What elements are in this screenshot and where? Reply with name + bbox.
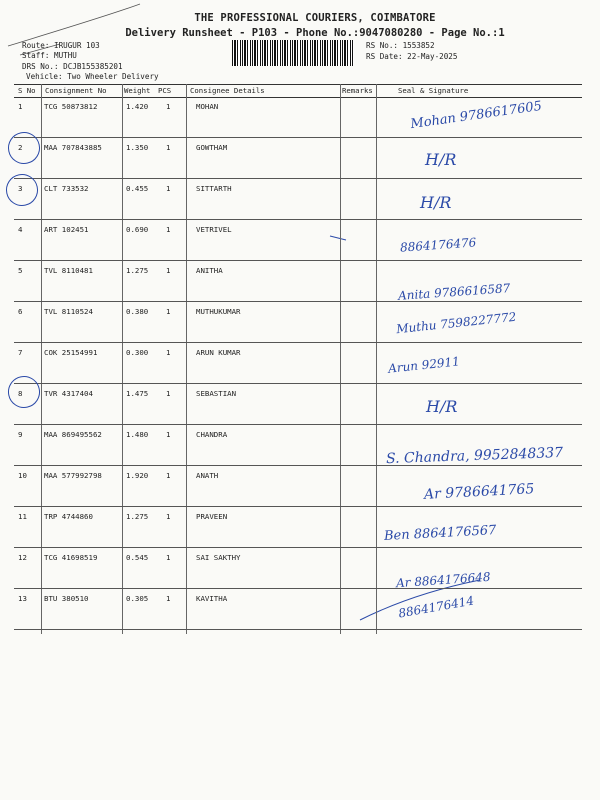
row-consignment-no: MAA 869495562: [44, 430, 102, 439]
row-signature: H/R: [420, 193, 452, 212]
route-label: Route: IRUGUR 103: [22, 41, 100, 50]
col-consignment: Consignment No: [45, 86, 107, 95]
col-remarks: Remarks: [342, 86, 373, 95]
row-pcs: 1: [166, 594, 171, 603]
row-consignee: GOWTHAM: [196, 143, 228, 152]
row-signature: Ar 9786641765: [423, 481, 535, 503]
row-separator: [14, 465, 582, 466]
row-consignment-no: MAA 577992798: [44, 471, 102, 480]
row-pcs: 1: [166, 471, 171, 480]
row-consignee: MUTHUKUMAR: [196, 307, 241, 316]
column-divider: [186, 84, 187, 634]
row-weight: 0.455: [126, 184, 149, 193]
row-weight: 0.300: [126, 348, 149, 357]
row-weight: 1.275: [126, 512, 149, 521]
row-separator: [14, 260, 582, 261]
row-weight: 1.275: [126, 266, 149, 275]
row-sno: 9: [18, 430, 23, 439]
row-consignment-no: TVL 8110524: [44, 307, 93, 316]
row-consignment-no: MAA 707843885: [44, 143, 102, 152]
row-separator: [14, 424, 582, 425]
row-consignment-no: COK 25154991: [44, 348, 98, 357]
row-consignment-no: CLT 733532: [44, 184, 89, 193]
row-signature: Mohan 9786617605: [409, 98, 543, 133]
row-separator: [14, 629, 582, 630]
row-separator: [14, 301, 582, 302]
col-sno: S No: [18, 86, 36, 95]
row-signature: Ar 8864176648: [395, 569, 491, 591]
row-signature: Arun 92911: [387, 354, 461, 376]
row-consignee: KAVITHA: [196, 594, 228, 603]
column-divider: [376, 84, 377, 634]
rs-date: RS Date: 22-May-2025: [366, 52, 458, 61]
row-pcs: 1: [166, 225, 171, 234]
row-signature: Ben 8864176567: [383, 523, 497, 544]
row-pcs: 1: [166, 102, 171, 111]
row-sno: 6: [18, 307, 23, 316]
row-separator: [14, 588, 582, 589]
row-sno: 2: [18, 143, 23, 152]
row-pcs: 1: [166, 266, 171, 275]
table-top-rule: [14, 84, 582, 85]
row-signature: Anita 9786616587: [397, 281, 511, 303]
row-signature: 8864176414: [397, 593, 475, 621]
row-pcs: 1: [166, 184, 171, 193]
row-sno: 7: [18, 348, 23, 357]
row-pcs: 1: [166, 143, 171, 152]
row-signature: H/R: [426, 397, 458, 416]
row-consignment-no: TCG 50873812: [44, 102, 98, 111]
company-title: THE PROFESSIONAL COURIERS, COIMBATORE: [194, 12, 436, 24]
row-signature: 8864176476: [399, 235, 477, 255]
row-consignee: SITTARTH: [196, 184, 232, 193]
row-signature: H/R: [425, 150, 457, 169]
row-pcs: 1: [166, 389, 171, 398]
row-weight: 0.305: [126, 594, 149, 603]
row-consignment-no: TVR 4317404: [44, 389, 93, 398]
row-consignee: VETRIVEL: [196, 225, 232, 234]
row-consignee: ANITHA: [196, 266, 223, 275]
row-weight: 1.475: [126, 389, 149, 398]
row-separator: [14, 342, 582, 343]
row-separator: [14, 137, 582, 138]
col-consignee: Consignee Details: [190, 86, 265, 95]
row-separator: [14, 506, 582, 507]
row-sno: 5: [18, 266, 23, 275]
row-consignee: ARUN KUMAR: [196, 348, 241, 357]
row-consignment-no: TCG 41698519: [44, 553, 98, 562]
row-sno: 11: [18, 512, 27, 521]
row-consignee: SEBASTIAN: [196, 389, 237, 398]
row-consignee: ANATH: [196, 471, 219, 480]
row-pcs: 1: [166, 307, 171, 316]
rs-number: RS No.: 1553852: [366, 41, 435, 50]
runsheet-title: Delivery Runsheet - P103 - Phone No.:9047080280 - Page No.:1: [125, 27, 505, 39]
row-consignment-no: TVL 8110481: [44, 266, 93, 275]
drs-number: DRS No.: DCJB155385201: [22, 62, 123, 71]
row-consignment-no: TRP 4744860: [44, 512, 93, 521]
row-consignee: MOHAN: [196, 102, 219, 111]
row-consignment-no: BTU 380510: [44, 594, 89, 603]
row-consignee: CHANDRA: [196, 430, 228, 439]
col-weight: Weight: [124, 86, 151, 95]
row-signature: S. Chandra, 9952848337: [385, 444, 564, 468]
row-sno: 1: [18, 102, 23, 111]
column-divider: [340, 84, 341, 634]
row-sno: 4: [18, 225, 23, 234]
row-separator: [14, 383, 582, 384]
col-pcs: PCS: [158, 86, 172, 95]
row-consignee: SAI SAKTHY: [196, 553, 241, 562]
row-weight: 0.690: [126, 225, 149, 234]
column-divider: [41, 84, 42, 634]
row-sno: 10: [18, 471, 27, 480]
row-pcs: 1: [166, 430, 171, 439]
barcode: [232, 40, 354, 66]
col-seal-signature: Seal & Signature: [398, 86, 469, 95]
row-signature: Muthu 7598227772: [395, 309, 517, 337]
row-pcs: 1: [166, 553, 171, 562]
row-consignee: PRAVEEN: [196, 512, 228, 521]
row-sno: 3: [18, 184, 23, 193]
row-sno: 13: [18, 594, 27, 603]
row-separator: [14, 178, 582, 179]
row-weight: 1.420: [126, 102, 149, 111]
row-pcs: 1: [166, 348, 171, 357]
table-header-rule: [14, 97, 582, 98]
row-weight: 1.480: [126, 430, 149, 439]
column-divider: [122, 84, 123, 634]
row-weight: 1.920: [126, 471, 149, 480]
staff-label: Staff: MUTHU: [22, 51, 77, 60]
row-consignment-no: ART 102451: [44, 225, 89, 234]
row-sno: 12: [18, 553, 27, 562]
row-separator: [14, 219, 582, 220]
row-weight: 1.350: [126, 143, 149, 152]
row-weight: 0.380: [126, 307, 149, 316]
row-pcs: 1: [166, 512, 171, 521]
vehicle-label: Vehicle: Two Wheeler Delivery: [26, 72, 159, 81]
row-sno: 8: [18, 389, 23, 398]
row-separator: [14, 547, 582, 548]
row-weight: 0.545: [126, 553, 149, 562]
